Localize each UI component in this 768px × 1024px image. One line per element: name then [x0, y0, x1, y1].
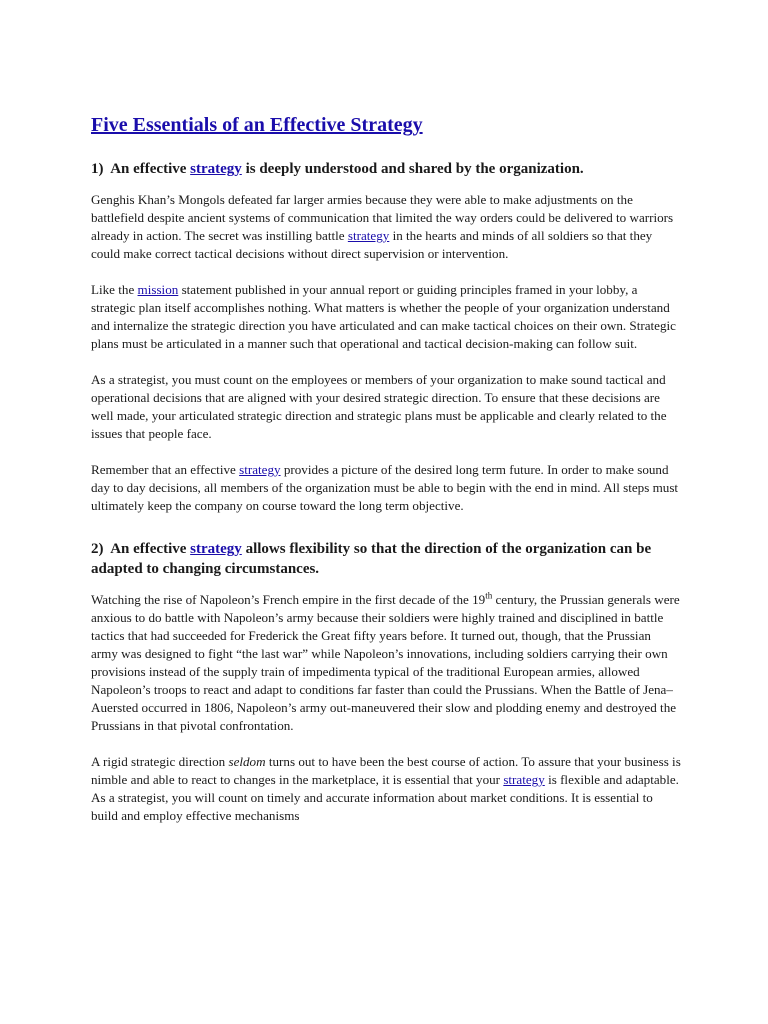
strategy-link[interactable]: strategy	[503, 772, 545, 787]
paragraph-text: in the hearts and minds of all soldiers so that they could make correct tactical decisions without direct supervision or intervention.	[91, 228, 653, 261]
paragraph-text: is flexible and adaptable. As a strategist, you will count on timely and accurate information about market conditions. It is essential to build and employ effective mechanisms	[91, 772, 679, 823]
paragraph-text: turns out to have been the best course of action. To assure that your business is nimble and able to react to changes in the marketplace, it is essential that your	[91, 754, 681, 787]
paragraph-text: Watching the rise of Napoleon’s French empire in the first decade of the 19	[91, 592, 486, 607]
strategy-link[interactable]: strategy	[239, 462, 281, 477]
document-title-link[interactable]: Five Essentials of an Effective Strategy	[91, 114, 423, 136]
superscript-th: th	[485, 590, 493, 601]
paragraph-text: Like the	[91, 282, 135, 297]
section-1-post: is deeply understood and shared by the organization.	[245, 161, 584, 177]
mission-link[interactable]: mission	[137, 282, 179, 297]
section-2-heading	[91, 539, 681, 579]
paragraph-napoleon	[91, 591, 681, 735]
section-1-number: 1)	[91, 161, 104, 177]
strategy-link[interactable]: strategy	[190, 541, 242, 557]
emphasis-seldom: seldom	[228, 754, 266, 769]
paragraph-strategist	[91, 371, 681, 443]
paragraph-text: As a strategist, you must count on the employees or members of your organization to make sound tactical and operational decisions that are aligned with your desired strategic direction. To ensure that these decisions are well made, your articulated strategic direction and strategic plans must be applicable and clearly related to the issues that people face.	[91, 372, 667, 441]
paragraph-text: A rigid strategic direction	[91, 754, 226, 769]
paragraph-text: Genghis Khan’s Mongols defeated far larger armies because they were able to make adjustments on the battlefield despite ancient systems of communication that limited the way orders could be delivered to warriors already in action. The secret was instilling battle	[91, 192, 674, 243]
section-1-pre: An effective	[110, 161, 187, 177]
paragraph-genghis	[91, 191, 681, 263]
paragraph-remember	[91, 461, 681, 515]
paragraph-text: provides a picture of the desired long term future. In order to make sound day to day decisions, all members of the organization must be able to begin with the end in mind. All steps must ultimately keep the company on course toward the long term objective.	[91, 462, 679, 513]
paragraph-text: Remember that an effective	[91, 462, 236, 477]
section-1-heading	[91, 159, 681, 179]
paragraph-text: century, the Prussian generals were anxious to do battle with Napoleon’s army because their soldiers were highly trained and disciplined in battle tactics that had succeeded for Frederick the Great fifty years before. It turned out, though, that the Prussian army was designed to fight “the last war” while Napoleon’s innovations, including soldiers carrying their own provisions instead of the supply train of impedimenta typical of the traditional European armies, allowed Napoleon’s troops to react and adapt to conditions far faster than could the Prussians. When the Battle of Jena–Auersted occurred in 1806, Napoleon’s army out-maneuvered their slow and plodding enemy and destroyed the Prussians in that pivotal confrontation.	[91, 592, 680, 733]
section-2-post: allows flexibility so that the direction of the organization can be adapted to changing circumstances.	[91, 541, 652, 577]
paragraph-rigid	[91, 753, 681, 825]
document-title	[91, 112, 681, 138]
section-2-number: 2)	[91, 541, 104, 557]
paragraph-text: statement published in your annual report or guiding principles framed in your lobby, a strategic plan itself accomplishes nothing. What matters is whether the people of your organization understand and internalize the strategic direction you have articulated and can make tactical choices on their own. Strategic plans must be articulated in a manner such that operational and tactical decision-making can follow suit.	[91, 282, 676, 351]
paragraph-mission	[91, 281, 681, 353]
document-body	[91, 112, 681, 843]
section-2-pre: An effective	[110, 541, 187, 557]
strategy-link[interactable]: strategy	[347, 228, 390, 243]
strategy-link[interactable]: strategy	[190, 161, 242, 177]
